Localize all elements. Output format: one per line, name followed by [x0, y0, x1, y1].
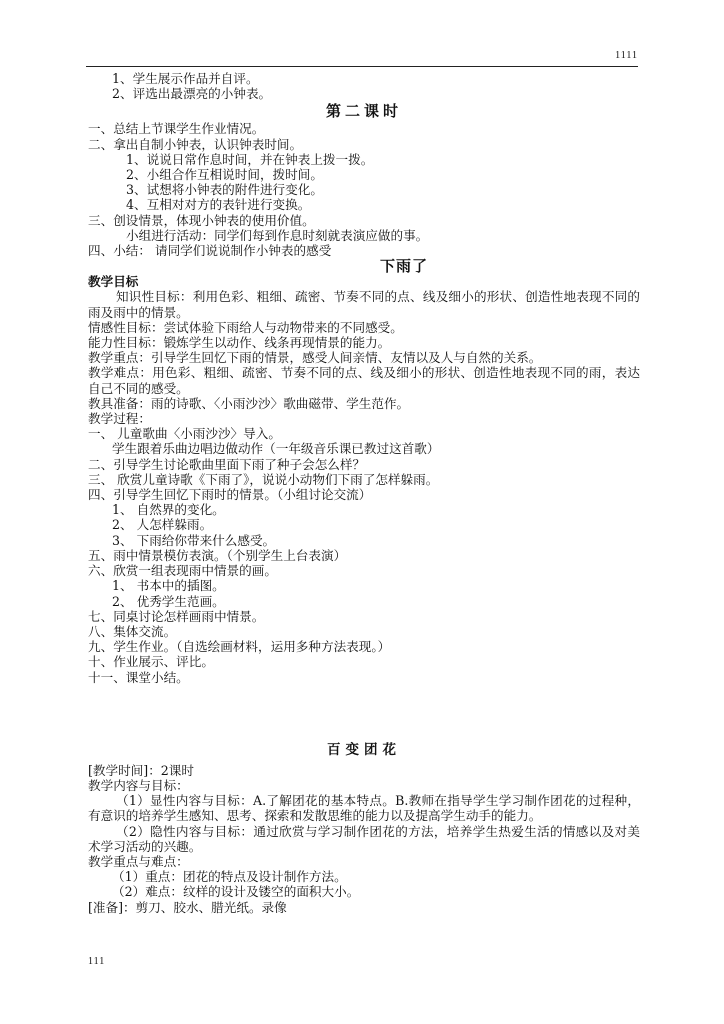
list-line: 教学内容与目标：: [88, 777, 189, 793]
list-line: 一、 儿童歌曲〈小雨沙沙〉导入。: [88, 426, 281, 442]
paper-flower-title: 百变团花: [327, 741, 401, 758]
list-line: 3、 下雨给你带来什么感受。: [112, 532, 276, 548]
footer-page-number: 111: [88, 956, 106, 967]
text-line: 1、学生展示作品并自评。: [112, 71, 259, 86]
list-line: 十一、课堂小结。: [88, 669, 189, 685]
list-line: 小组进行活动：同学们每到作息时刻就表演应做的事。: [126, 227, 429, 243]
text-line: 2、评选出最漂亮的小钟表。: [112, 86, 272, 102]
header-rule: [86, 66, 638, 67]
list-line: 四、引导学生回忆下雨时的情景。（小组讨论交流）: [88, 487, 372, 503]
list-line: 四、小结： 请同学们说说制作小钟表的感受: [88, 243, 332, 259]
list-line: （2）隐性内容与目标：通过欣赏与学习制作团花的方法，培养学生热爱生活的情感以及对美术学习活动的兴趣。: [88, 823, 640, 854]
lesson-two-title: 第二课时: [325, 102, 402, 121]
list-line: （1）显性内容与目标：A.了解团花的基本特点。B.教师在指导学生学习制作团花的过程种，有意识的培养学生感知、思考、探索和发散思维的能力以及提高学生动手的能力。: [88, 793, 640, 824]
list-line: （2）难点：纹样的设计及镂空的面积大小。: [112, 884, 360, 900]
list-line: 十、作业展示、评比。: [88, 654, 214, 670]
list-line: 学生跟着乐曲边唱边做动作（一年级音乐课已教过这首歌）: [112, 441, 440, 457]
objectives-heading: 教学目标: [88, 274, 139, 290]
teaching-difficulty: 教学难点：用色彩、粗细、疏密、节奏不同的点、线及细小的形状、创造性地表现不同的雨，表达自己不同的感受。: [88, 365, 640, 396]
list-line: 教学重点与难点：: [88, 853, 189, 869]
list-line: 二、引导学生讨论歌曲里面下雨了种子会怎么样？: [88, 456, 366, 472]
paper-flower-content: [88, 763, 640, 915]
list-line: 1、 自然界的变化。: [112, 502, 225, 518]
rain-lesson-title: 下雨了: [379, 257, 428, 276]
list-line: 七、同桌讨论怎样画雨中情景。: [88, 608, 265, 624]
list-line: 二、拿出自制小钟表，认识钟表时间。: [88, 136, 303, 152]
list-line: 一、总结上节课学生作业情况。: [88, 121, 265, 137]
list-line: 2、小组合作互相说时间，拨时间。: [126, 167, 323, 183]
knowledge-objective: 知识性目标：利用色彩、粗细、疏密、节奏不同的点、线及细小的形状、创造性地表现不同的雨及雨中的情景。: [88, 289, 640, 320]
list-line: 五、雨中情景模仿表演。（个别学生上台表演）: [88, 547, 347, 563]
list-line: 六、欣赏一组表现雨中情景的画。: [88, 563, 277, 579]
list-line: 2、 人怎样躲雨。: [112, 517, 213, 533]
header-page-number: 1111: [615, 50, 638, 61]
list-line: 三、 欣赏儿童诗歌《下雨了》，说说小动物们下雨了怎样躲雨。: [88, 471, 439, 487]
teaching-process-label: 教学过程：: [88, 411, 151, 427]
list-line: 三、创设情景，体现小钟表的使用价值。: [88, 212, 315, 228]
teaching-aids: 教具准备：雨的诗歌、〈小雨沙沙〉歌曲磁带、学生范作。: [88, 395, 410, 411]
teaching-focus: 教学重点：引导学生回忆下雨的情景，感受人间亲情、友情以及人与自然的关系。: [88, 350, 542, 366]
ability-objective: 能力性目标：锻炼学生以动作、线条再现情景的能力。: [88, 335, 391, 351]
list-line: 九、学生作业。（自选绘画材料，运用多种方法表现。）: [88, 639, 391, 655]
lesson-two-steps: [88, 121, 640, 258]
list-line: 4、互相对对方的表针进行变换。: [126, 197, 311, 213]
list-line: 3、试想将小钟表的附件进行变化。: [126, 182, 323, 198]
list-line: 1、说说日常作息时间，并在钟表上拨一拨。: [126, 151, 374, 167]
rain-process-steps: [88, 426, 640, 684]
list-line: 八、集体交流。: [88, 623, 177, 639]
emotion-objective: 情感性目标：尝试体验下雨给人与动物带来的不同感受。: [88, 319, 403, 335]
list-line: （1）重点：团花的特点及设计制作方法。: [112, 869, 347, 885]
list-line: 2、 优秀学生范画。: [112, 593, 225, 609]
list-line: 1、 书本中的插图。: [112, 578, 225, 594]
list-line: [教学时间]：2课时: [88, 762, 194, 778]
list-line: [准备]：剪刀、胶水、腊光纸。录像: [88, 899, 287, 915]
document-body: [88, 71, 640, 915]
